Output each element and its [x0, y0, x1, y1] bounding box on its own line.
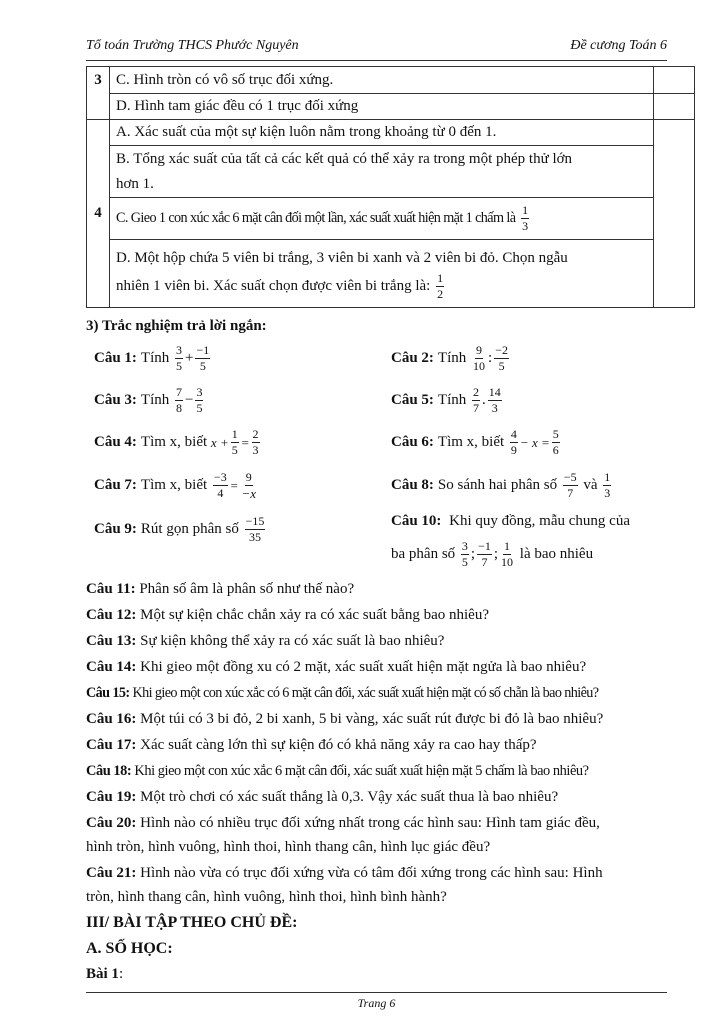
statement-d-line1: D. Một hộp chứa 5 viên bi trắng, 3 viên bi xanh và 2 viên bi đỏ. Chọn ngẫu	[116, 249, 568, 266]
question-21-cont: tròn, hình thang cân, hình vuông, hình thoi, hình bình hành?	[86, 889, 447, 905]
fraction: $\frac{9}{-x}$	[241, 470, 257, 501]
question-4: Câu 4: Tìm x, biết x + $\frac{1}{5}$ = $\frac{2}{3}$	[94, 427, 259, 457]
answer-cell[interactable]	[654, 67, 695, 94]
statement-b	[110, 146, 654, 198]
fraction: $\frac{-3}{4}$	[213, 470, 227, 500]
question-12: Câu 12: Một sự kiện chắc chắn xảy ra có xác suất bằng bao nhiêu?	[86, 607, 490, 623]
statement-c	[110, 198, 654, 240]
question-7: Câu 7: Tìm x, biết $\frac{-3}{4}$ = $\frac{9}{-x}$	[94, 470, 257, 501]
question-19: Câu 19: Một trò chơi có xác suất thắng là 0,3. Vậy xác suất thua là bao nhiêu?	[86, 789, 559, 805]
fraction: $\frac{3}{5}$	[176, 343, 183, 373]
statement-c: C. Hình tròn có vô số trục đối xứng.	[110, 67, 654, 94]
fraction: $\frac{-15}{35}$	[245, 514, 265, 544]
fraction: $\frac{1}{3}$	[604, 470, 611, 500]
fraction: $\frac{7}{8}$	[176, 385, 183, 415]
fraction: $\frac{9}{10}$	[473, 343, 486, 373]
question-9: Câu 9: Rút gọn phân số $\frac{-15}{35}$	[94, 514, 265, 544]
row-number: 3	[87, 67, 110, 120]
part-3-heading: III/ BÀI TẬP THEO CHỦ ĐỀ:	[86, 914, 298, 931]
question-17: Câu 17: Xác suất càng lớn thì sự kiện đó có khả năng xảy ra cao hay thấp?	[86, 737, 537, 753]
fraction: $\frac{-2}{5}$	[495, 343, 508, 373]
statement-d: D. Hình tam giác đều có 1 trục đối xứng	[110, 94, 654, 120]
fraction: $\frac{-1}{7}$	[478, 539, 491, 569]
question-20: Câu 20: Hình nào có nhiều trục đối xứng nhất trong các hình sau: Hình tam giác đều,	[86, 815, 600, 831]
statement-c-text: C. Gieo 1 con xúc xắc 6 mặt cân đối một lần, xác suất xuất hiện mặt 1 chấm là	[116, 209, 516, 226]
part-a-heading: A. SỐ HỌC:	[86, 940, 173, 957]
question-20-cont: hình tròn, hình vuông, hình thoi, hình thang cân, hình lục giác đều?	[86, 839, 491, 855]
statement-d	[110, 240, 654, 308]
fraction: $\frac{2}{3}$	[252, 427, 259, 457]
answer-cell[interactable]	[654, 94, 695, 120]
header-school: Tổ toán Trường THCS Phước Nguyên	[86, 38, 299, 53]
section-short-answer: 3) Trắc nghiệm trả lời ngắn:	[86, 318, 267, 334]
question-13: Câu 13: Sự kiện không thể xảy ra có xác suất là bao nhiêu?	[86, 633, 445, 649]
question-1: Câu 1: Tính $\frac{3}{5}$ + $\frac{-1}{5}$	[94, 343, 210, 373]
statement-b-line1: B. Tổng xác suất của tất cả các kết quả có thể xảy ra trong một phép thử lớn	[116, 150, 573, 167]
question-21: Câu 21: Hình nào vừa có trục đối xứng vừa có tâm đối xứng trong các hình sau: Hình	[86, 865, 603, 881]
fraction: $\frac{5}{6}$	[552, 427, 559, 457]
fraction: $\frac{1}{5}$	[231, 427, 238, 457]
header-title: Đề cương Toán 6	[570, 38, 667, 53]
page-footer: Trang 6	[86, 992, 667, 1011]
question-5: Câu 5: Tính $\frac{2}{7}$ . $\frac{14}{3}$	[391, 385, 501, 415]
page-header	[86, 38, 667, 61]
fraction: $\frac{-5}{7}$	[563, 470, 577, 500]
fraction: $\frac{1}{2}$	[437, 271, 444, 302]
question-11: Câu 11: Phân số âm là phân số như thế nào?	[86, 581, 355, 597]
fraction: $\frac{3}{5}$	[461, 539, 468, 569]
question-16: Câu 16: Một túi có 3 bi đỏ, 2 bi xanh, 5 bi vàng, xác suất rút được bi đỏ là bao nhiêu?	[86, 711, 604, 727]
question-15: Câu 15: Khi gieo một con xúc xắc có 6 mặt cân đối, xác suất xuất hiện mặt có số chẵn là bao nhiêu?	[86, 685, 599, 701]
question-8: Câu 8: So sánh hai phân số $\frac{-5}{7}$ và $\frac{1}{3}$	[391, 470, 611, 500]
statement-d-line2-wrap	[116, 271, 653, 302]
fraction: $\frac{3}{5}$	[196, 385, 203, 415]
row-number: 4	[87, 120, 110, 308]
question-3: Câu 3: Tính $\frac{7}{8}$ − $\frac{3}{5}$	[94, 385, 203, 415]
question-2: Câu 2: Tính $\frac{9}{10}$ : $\frac{-2}{5}$	[391, 343, 508, 373]
fraction: $\frac{2}{7}$	[473, 385, 480, 415]
fraction: $\frac{1}{10}$	[501, 539, 514, 569]
answer-cell[interactable]	[654, 120, 695, 308]
fraction: $\frac{1}{3}$	[522, 203, 529, 233]
statement-a: A. Xác suất của một sự kiện luôn nằm trong khoảng từ 0 đến 1.	[110, 120, 654, 146]
question-10-line1: Câu 10: Khi quy đồng, mẫu chung của	[391, 513, 630, 529]
fraction: $\frac{4}{9}$	[510, 427, 517, 457]
fraction: $\frac{14}{3}$	[488, 385, 501, 415]
statement-d-line2: nhiên 1 viên bi. Xác suất chọn được viên bi trắng là:	[116, 277, 431, 294]
exercise-1-heading: Bài 1:	[86, 966, 124, 982]
question-10-line2: ba phân số $\frac{3}{5}$ ; $\frac{-1}{7}$ ; $\frac{1}{10}$ là bao nhiêu	[391, 539, 594, 569]
question-6: Câu 6: Tìm x, biết $\frac{4}{9}$ − x = $\frac{5}{6}$	[391, 427, 559, 457]
true-false-table	[86, 66, 695, 308]
question-14: Câu 14: Khi gieo một đồng xu có 2 mặt, xác suất xuất hiện mặt ngửa là bao nhiêu?	[86, 659, 587, 675]
question-18: Câu 18: Khi gieo một con xúc xắc 6 mặt cân đối, xác suất xuất hiện mặt 5 chấm là bao nhiêu?	[86, 763, 589, 779]
fraction: $\frac{-1}{5}$	[196, 343, 210, 373]
statement-b-line2: hơn 1.	[116, 175, 154, 192]
